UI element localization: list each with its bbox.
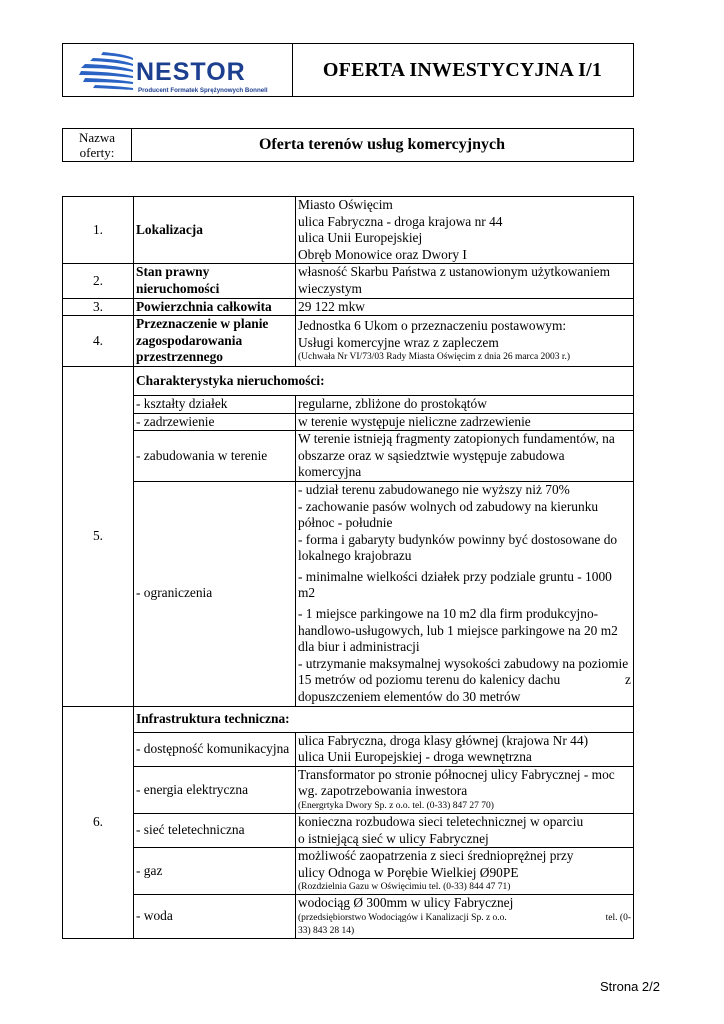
row-key: - gaz	[134, 848, 296, 895]
row-number: 5.	[63, 366, 134, 706]
row-value: Jednostka 6 Ukom o przeznaczeniu postawowym: Usługi komercyjne wraz z zapleczem (Uchwała Nr VI/73/03 Rady Miasta Oświęcim z dnia 26 marca 2003 r.)	[296, 316, 634, 367]
section-heading: Charakterystyka nieruchomości:	[134, 366, 634, 395]
table-row	[63, 481, 634, 706]
offer-name-box	[62, 128, 634, 162]
row-key: - dostępność komunikacyjna	[134, 732, 296, 766]
row-value: W terenie istnieją fragmenty zatopionych fundamentów, na obszarze oraz w sąsiedztwie występuje zabudowa komercyjna	[296, 431, 634, 482]
row-value: wodociąg Ø 300mm w ulicy Fabrycznej (przedsiębiorstwo Wodociągów i Kanalizacji Sp. z o.o. tel. (0- 33) 843 28 14)	[296, 895, 634, 939]
table-row	[63, 395, 634, 413]
row-key: - zadrzewienie	[134, 413, 296, 431]
table-row	[63, 895, 634, 939]
section-heading: Infrastruktura techniczna:	[134, 706, 634, 732]
row-number: 3.	[63, 298, 134, 316]
table-row	[63, 366, 634, 395]
table-row	[63, 814, 634, 848]
row-key: Stan prawny nieruchomości	[134, 264, 296, 298]
row-value: Transformator po stronie północnej ulicy Fabrycznej - moc wg. zapotrzebowania inwestora (Energrtyka Dwory Sp. z o.o. tel. (0-33) 847 27 70)	[296, 766, 634, 813]
offer-details-table	[62, 196, 634, 939]
row-key: Przeznaczenie w planie zagospodarowania przestrzennego	[134, 316, 296, 367]
document-title: OFERTA INWESTYCYJNA I/1	[322, 58, 603, 81]
svg-text:Producent Formatek Sprężynowyc: Producent Formatek Sprężynowych Bonnell	[138, 87, 268, 94]
row-value: konieczna rozbudowa sieci teletechnicznej w oparciu o istniejącą sieć w ulicy Fabrycznej	[296, 814, 634, 848]
row-value: regularne, zbliżone do prostokątów	[296, 395, 634, 413]
table-row	[63, 413, 634, 431]
table-row	[63, 431, 634, 482]
row-value: 29 122 mkw	[296, 298, 634, 316]
row-value: ulica Fabryczna, droga klasy głównej (krajowa Nr 44) ulica Unii Europejskiej - droga wewnętrzna	[296, 732, 634, 766]
page-number: Strona 2/2	[600, 979, 660, 994]
row-key: - kształty działek	[134, 395, 296, 413]
table-row	[63, 298, 634, 316]
row-number: 2.	[63, 264, 134, 298]
table-row	[63, 732, 634, 766]
nestor-logo	[63, 44, 293, 96]
row-value: w terenie występuje nieliczne zadrzewienie	[296, 413, 634, 431]
row-key: - sieć teletechniczna	[134, 814, 296, 848]
table-row	[63, 197, 634, 264]
row-number: 1.	[63, 197, 134, 264]
row-key: - zabudowania w terenie	[134, 431, 296, 482]
table-row	[63, 706, 634, 732]
row-value: - udział terenu zabudowanego nie wyższy niż 70% - zachowanie pasów wolnych od zabudowy na kierunku północ - południe - forma i gabaryty budynków powinny być dostosowane do lokalnego krajobrazu - minimalne wielkości działek przy podziale gruntu - 1000 m2 - 1 miejsce parkingowe na 10 m2 dla firm produkcyjno- handlowo-usługowych, lub 1 miejsce parkingowe na 20 m2 dla biur i administracji - utrzymanie maksymalnej wysokości zabudowy na poziomie 15 metrów od poziomu terenu do kalenicy dachu z dopuszczeniem elementów do 30 metrów	[296, 481, 634, 706]
row-key: Lokalizacja	[134, 197, 296, 264]
svg-text:NESTOR: NESTOR	[136, 58, 246, 86]
row-key: - woda	[134, 895, 296, 939]
row-value: własność Skarbu Państwa z ustanowionym użytkowaniem wieczystym	[296, 264, 634, 298]
row-key: - ograniczenia	[134, 481, 296, 706]
row-key: - energia elektryczna	[134, 766, 296, 813]
offer-name-label: Nazwa oferty:	[63, 129, 132, 162]
table-row	[63, 848, 634, 895]
row-value: możliwość zaopatrzenia z sieci średnioprężnej przy ulicy Odnoga w Porębie Wielkiej Ø90PE (Rozdzielnia Gazu w Oświęcimiu tel. (0-33) 844 47 71)	[296, 848, 634, 895]
table-row	[63, 766, 634, 813]
table-row	[63, 316, 634, 367]
table-row	[63, 264, 634, 298]
row-value: Miasto Oświęcim ulica Fabryczna - droga krajowa nr 44 ulica Unii Europejskiej Obręb Monowice oraz Dwory I	[296, 197, 634, 264]
row-number: 4.	[63, 316, 134, 367]
offer-name-value: Oferta terenów usług komercyjnych	[258, 136, 506, 153]
row-number: 6.	[63, 706, 134, 938]
row-key: Powierzchnia całkowita	[134, 298, 296, 316]
document-header	[62, 43, 634, 97]
